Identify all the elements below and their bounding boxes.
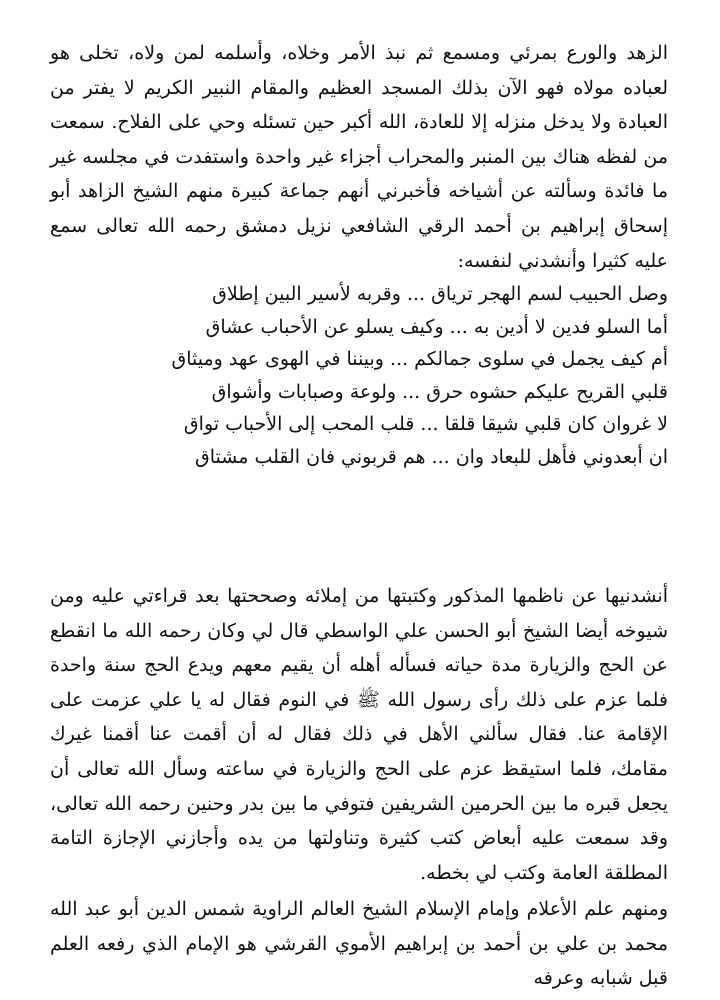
poem-line-6: ان أبعدوني فأهل للبعاد وان ... هم قربوني فان القلب مشتاق [195,445,668,468]
body-paragraph-3: ومنهم علم الأعلام وإمام الإسلام الشيخ العالم الراوية شمس الدين أبو عبد الله محمد بن علي بن أحمد بن إبراهيم الأموي القرشي هو الإمام الذي رفعه العلم قبل شبابه وعرفه [50,898,668,990]
poem-line-1: وصل الحبيب لسم الهجر ترياق ... وقربه لأسير البين إطلاق [212,283,668,305]
body-paragraph-1: الزهد والورع بمرئي ومسمع ثم نبذ الأمر وخلاه، وأسلمه لمن ولاه، تخلى هو لعباده مولاه فهو الآن بذلك المسجد العظيم والمقام النبير الكريم لا يفتر من العبادة ولا يدخل منزله إلا للعادة، الله أكبر حين تسئله وحي على الفلاح. سمعت من لفظه هناك بين المنبر والمحراب أجزاء غير واحدة واستفدت في مجلسه غير ما فائدة وسألته عن أشياخه فأخبرني أنهم جماعة كبيرة منهم الشيخ الزاهد أبو إسحاق إبراهيم بن أحمد الرقي الشافعي نزيل دمشق رحمه الله تعالى سمع عليه كثيرا وأنشدني لنفسه: [50,42,668,272]
poem-line-4: قلبي القريح عليكم حشوه حرق ... ولوعة وصبابات وأشواق [211,380,668,403]
body-paragraph-2: أنشدنيها عن ناظمها المذكور وكتبتها من إملائه وصححتها بعد قراءتي عليه ومن شيوخه أيضا الشيخ أبو الحسن علي الواسطي قال لي وكان رحمه الله ما انقطع عن الحج والزيارة مدة حياته فسأله أهله أن يقيم معهم ويدع الحج سنة واحدة فلما عزم على ذلك رأى رسول الله ﷺ في النوم فقال له يا علي عزمت على الإقامة عنا. فقال سألني الأهل في ذلك فقال له أن أقمت عنا أقمنا غيرك مقامك، فلما استيقظ عزم على الحج والزيارة في ساعته وسأل الله تعالى أن يجعل قبره ما بين الحرمين الشريفين فتوفي ما بين بدر وحنين رحمه الله تعالى، وقد سمعت عليه أبعاض كتب كثيرة وتناولتها من يده وأجازني الإجازة التامة المطلقة العامة وكتب لي بخطه. [50,585,668,884]
poem-line-5: لا غروان كان قلبي شيقا قلقا ... قلب المحب إلى الأحباب تواق [183,413,668,436]
poem-line-3: أم كيف يجمل في سلوى جمالكم ... وبيننا في الهوى عهد وميثاق [171,348,668,371]
poem-line-2: أما السلو فدين لا أدين به ... وكيف يسلو عن الأحباب عشاق [205,315,668,338]
poem-block [50,278,668,474]
